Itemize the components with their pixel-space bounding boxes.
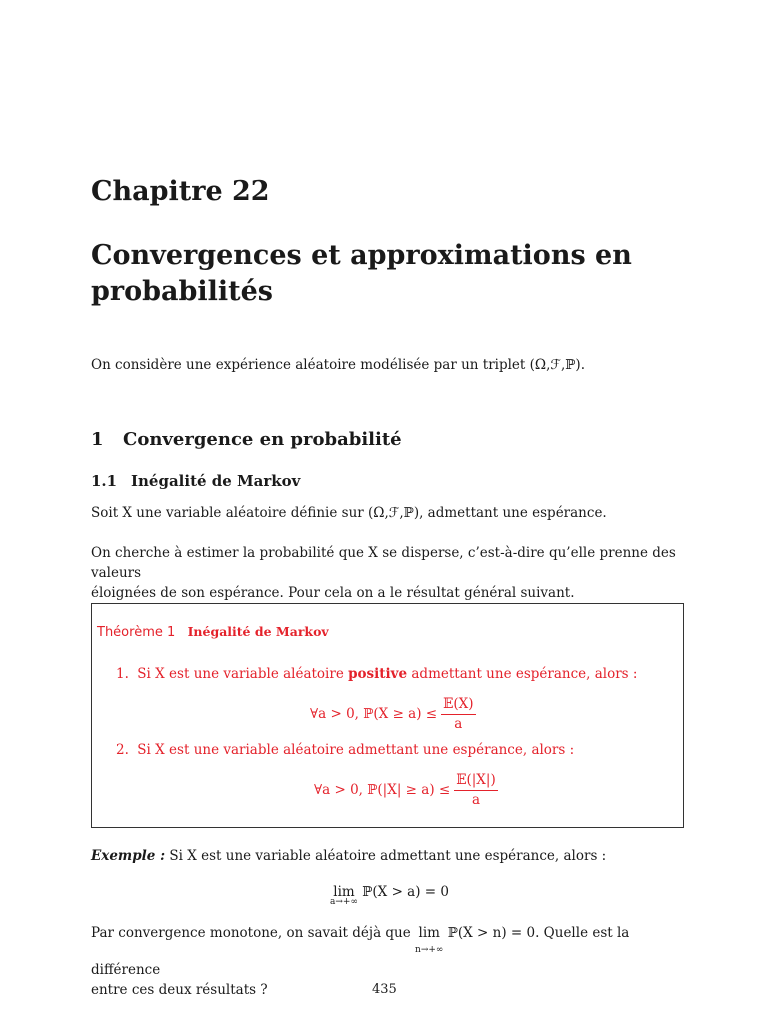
- subsection-number: 1.1: [91, 472, 118, 490]
- formula-2-lhs: ∀a > 0, ℙ(|X| ≥ a) ≤: [314, 782, 451, 798]
- chapter-title-line2: probabilités: [91, 276, 273, 307]
- paragraph-2-line1: On cherche à estimer la probabilité que X se disperse, c’est-à-dire qu’elle prenne des valeurs: [91, 545, 676, 581]
- paragraph-2-line2: éloignées de son espérance. Pour cela on a le résultat général suivant.: [91, 585, 575, 601]
- chapter-title: [91, 238, 711, 310]
- formula-2-numerator: 𝔼(|X|): [454, 772, 498, 791]
- paragraph-1: Soit X une variable aléatoire définie sur (Ω,ℱ,ℙ), admettant une espérance.: [91, 505, 607, 521]
- section-title: Convergence en probabilité: [123, 429, 402, 450]
- formula-2-denominator: a: [471, 792, 480, 808]
- formula-2: [314, 772, 498, 808]
- paragraph-3-post: ℙ(X > n) = 0. Quelle est la différence: [91, 925, 630, 978]
- paragraph-3-line2: entre ces deux résultats ?: [91, 982, 268, 998]
- paragraph-3-lim-operator: [415, 923, 443, 960]
- item-1-number: 1.: [116, 666, 129, 682]
- example-label: Exemple :: [91, 848, 166, 864]
- paragraph-3-pre: Par convergence monotone, on savait déjà que: [91, 925, 416, 941]
- intro-paragraph: On considère une expérience aléatoire modélisée par un triplet (Ω,ℱ,ℙ).: [91, 357, 585, 373]
- chapter-title-line1: Convergences et approximations en: [91, 240, 632, 271]
- example-lim-subscript: a→+∞: [330, 897, 358, 907]
- paragraph-3-lim-word: lim: [418, 925, 440, 941]
- item-1-text-pre: Si X est une variable aléatoire: [137, 666, 349, 682]
- theorem-item-1: [116, 666, 637, 682]
- section-number: 1: [91, 429, 104, 450]
- item-1-bold: positive: [348, 666, 408, 682]
- paragraph-3-lim-subscript: n→+∞: [415, 945, 444, 955]
- section-heading: [91, 429, 402, 450]
- example-lim-word: lim: [333, 884, 355, 900]
- theorem-header: [97, 624, 329, 640]
- example-text: Si X est une variable aléatoire admettant une espérance, alors :: [165, 848, 607, 864]
- formula-1-fraction: [441, 696, 475, 732]
- example-paragraph: [91, 846, 691, 866]
- item-2-text: Si X est une variable aléatoire admettant une espérance, alors :: [137, 742, 575, 758]
- paragraph-2: [91, 543, 691, 603]
- formula-1-lhs: ∀a > 0, ℙ(X ≥ a) ≤: [310, 706, 438, 722]
- example-lim-operator: [330, 884, 358, 907]
- subsection-title: Inégalité de Markov: [131, 472, 301, 490]
- subsection-heading: [91, 472, 300, 490]
- formula-2-fraction: [454, 772, 498, 808]
- formula-1: [310, 696, 476, 732]
- page-number: 435: [372, 982, 397, 997]
- theorem-title: Inégalité de Markov: [187, 624, 329, 639]
- item-1-text-post: admettant une espérance, alors :: [407, 666, 638, 682]
- theorem-item-2: [116, 742, 574, 758]
- item-2-number: 2.: [116, 742, 129, 758]
- theorem-label: Théorème 1: [97, 625, 176, 640]
- example-limit: [330, 884, 449, 907]
- example-lim-expression: ℙ(X > a) = 0: [362, 884, 449, 900]
- theorem-box: [91, 603, 684, 828]
- chapter-number: Chapitre 22: [91, 176, 270, 207]
- formula-1-numerator: 𝔼(X): [441, 696, 475, 715]
- formula-1-denominator: a: [454, 716, 463, 732]
